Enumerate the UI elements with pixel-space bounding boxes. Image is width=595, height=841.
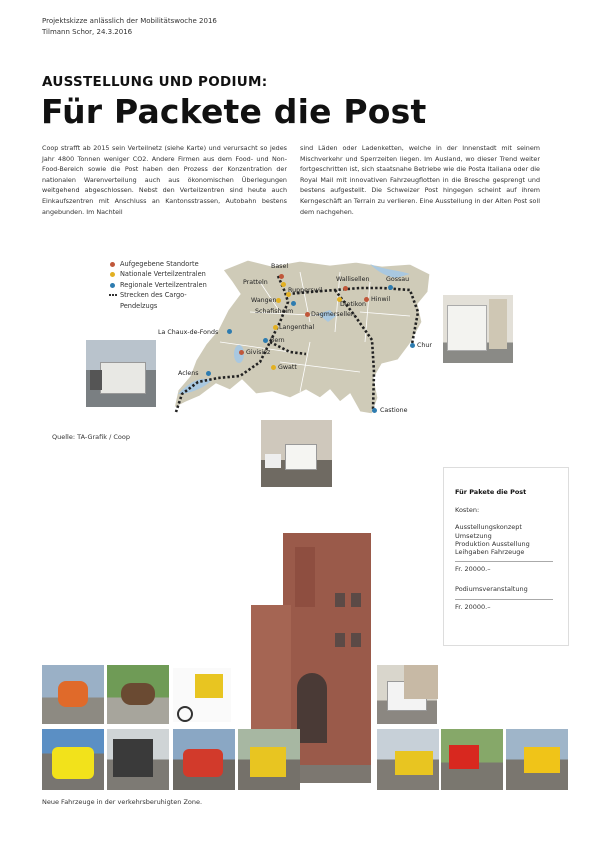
marker-castione <box>372 408 377 413</box>
map-label-gossau: Gossau <box>386 276 410 283</box>
dotted-line-icon <box>109 294 117 296</box>
red-dot-icon <box>110 262 115 267</box>
map-label-schafisheim: Schafisheim <box>255 308 294 315</box>
body-column-2: sind Läden oder Ladenketten, welche in der Innenstadt mit seinem Mischverkehr und Sperrzeiten liegen. Im Ausland, wo dieser Trend weiter fortgeschritten ist, sich staatsnahe Betriebe wie die Posta Italiana oder die Royal Mail mit innovativen Fahrzeugflotten in die Bresche gesprengt und bestens aufgestellt. Die Schweizer Post hingegen scheint auf ihrem Kerngeschäft an Terrain zu verlieren. Eine Ausstellung in der Alten Post soll dem nachgehen. <box>300 144 540 216</box>
map-label-aclens: Aclens <box>178 370 199 377</box>
page-title: Für Packete die Post <box>41 92 427 131</box>
infobox-podium: Podiumsveranstaltung <box>455 585 528 594</box>
infobox-price-1: Fr. 20000.– <box>455 565 491 574</box>
marker-pratteln <box>281 282 286 287</box>
map-label-wallisellen: Wallisellen <box>336 276 370 283</box>
marker-wangen <box>276 298 281 303</box>
cost-infobox <box>443 467 569 646</box>
marker-schafisheim <box>291 301 296 306</box>
marker-gwatt <box>271 365 276 370</box>
vehicle-photo <box>377 729 439 790</box>
marker-chur <box>410 343 415 348</box>
infobox-item: Umsetzung <box>455 531 492 540</box>
map-label-dagmersellen: Dagmersellen <box>311 311 355 318</box>
map-label-castione: Castione <box>380 407 408 414</box>
marker-wallisellen <box>343 286 348 291</box>
map-label-bern: Bern <box>270 337 285 344</box>
vehicle-photo <box>173 729 235 790</box>
marker-bern <box>263 338 268 343</box>
vehicle-photo <box>404 665 438 699</box>
meta-line-1: Projektskizze anlässlich der Mobilitätswoche 2016 <box>42 17 217 25</box>
vehicles-caption: Neue Fahrzeuge in der verkehrsberuhigten Zone. <box>42 798 203 806</box>
map-label-dietikon: Dietikon <box>340 301 366 308</box>
marker-basel <box>279 274 284 279</box>
marker-chauxdefonds <box>227 329 232 334</box>
blue-dot-icon <box>110 283 115 288</box>
marker-langenthal <box>273 325 278 330</box>
legend-item: Strecken des Cargo- <box>110 290 207 300</box>
map-label-chur: Chur <box>417 342 432 349</box>
infobox-title: Für Pakete die Post <box>455 488 527 496</box>
vehicle-photo <box>42 729 104 790</box>
vehicle-photo <box>107 665 169 724</box>
marker-givisiez <box>239 350 244 355</box>
map-source: Quelle: TA-Grafik / Coop <box>52 433 130 441</box>
body-column-1: Coop strafft ab 2015 sein Verteilnetz (siehe Karte) und verursacht so jedes Jahr 4800 Tonnen weniger CO2. Andere Firmen aus dem Food- und Non-Food-Bereich sowie die Post haben den Prozess der Konzentration der nationalen Warenverteilung auch aus ökonomischen Überlegungen weitgehend abgeschlossen. Nebst den Verteilzentren sind heute auch Einkaufszentren mit Anschluss an Kantonsstrassen, Autobahn bestens angebunden. Im Nachteil <box>42 144 287 216</box>
map-label-langenthal: Langenthal <box>279 324 315 331</box>
vehicle-photo <box>441 729 503 790</box>
map-label-pratteln: Pratteln <box>243 279 268 286</box>
map-label-gwatt: Gwatt <box>278 364 297 371</box>
map-legend <box>110 259 207 311</box>
map-label-givisiez: Givisiez <box>246 349 271 356</box>
legend-item: Pendelzugs <box>120 301 158 310</box>
map-label-wangen: Wangen <box>251 297 277 304</box>
header-meta <box>42 16 217 37</box>
divider <box>455 561 553 562</box>
vehicle-photo <box>173 668 231 722</box>
vehicle-photo <box>107 729 169 790</box>
legend-item: Nationale Verteilzentralen <box>110 269 207 279</box>
infobox-item: Produktion Ausstellung <box>455 539 530 548</box>
map-label-basel: Basel <box>271 263 289 270</box>
marker-dagmersellen <box>305 312 310 317</box>
truck-rear-photo <box>443 295 513 363</box>
marker-gossau <box>388 285 393 290</box>
marker-aclens <box>206 371 211 376</box>
legend-item: Regionale Verteilzentralen <box>110 280 207 290</box>
infobox-kosten-label: Kosten: <box>455 506 480 515</box>
infobox-item: Ausstellungskonzept <box>455 523 522 532</box>
legend-item: Aufgegebene Standorte <box>110 259 207 269</box>
map-label-chauxdefonds: La Chaux-de-Fonds <box>158 329 219 336</box>
vehicle-photo <box>42 665 104 724</box>
yellow-dot-icon <box>110 272 115 277</box>
map-label-hinwil: Hinwil <box>371 296 391 303</box>
infobox-price-2: Fr. 20000.– <box>455 602 491 611</box>
meta-line-2: Tilmann Schor, 24.3.2016 <box>42 27 133 36</box>
kicker-heading: AUSSTELLUNG UND PODIUM: <box>42 74 268 90</box>
vehicle-photo <box>506 729 568 790</box>
divider <box>455 599 553 600</box>
map-label-rupperswil: Rupperswil <box>288 287 323 294</box>
truck-photo <box>86 340 156 407</box>
vehicle-photo <box>238 729 300 790</box>
infobox-item: Leihgaben Fahrzeuge <box>455 548 525 557</box>
van-photo <box>261 420 332 487</box>
